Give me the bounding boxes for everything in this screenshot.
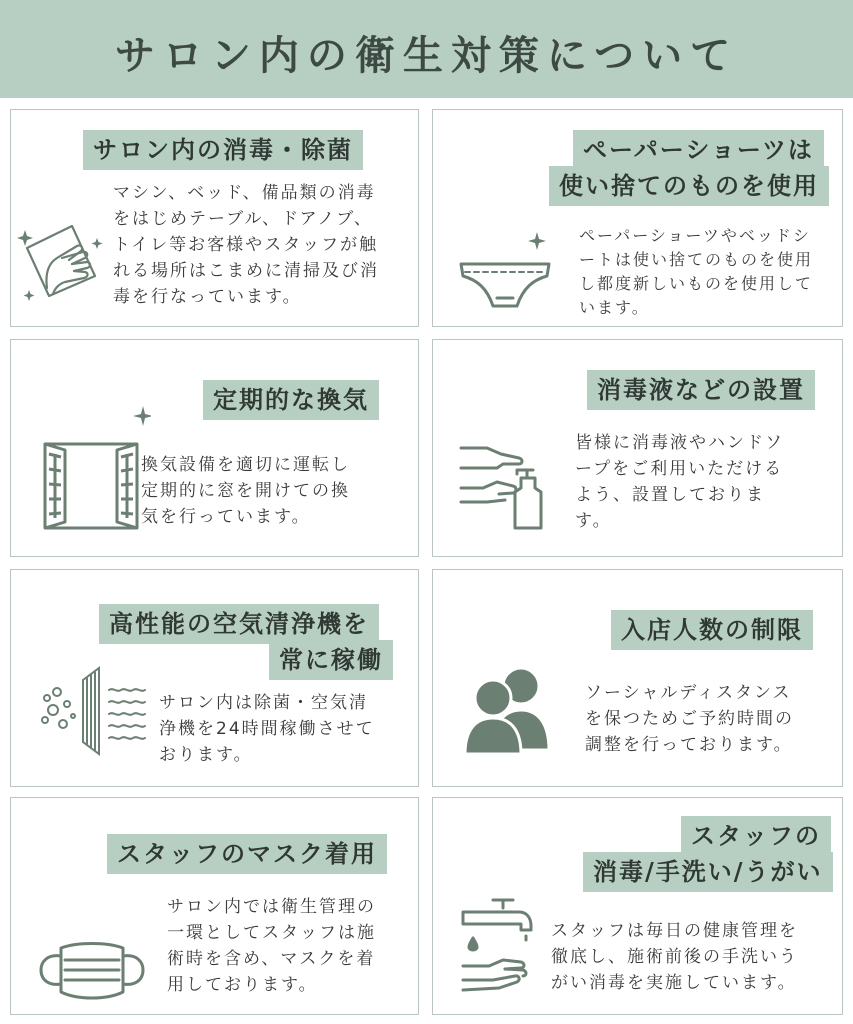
sanitizer-icon	[457, 438, 557, 538]
card-ventilation	[10, 339, 419, 557]
card-body: ソーシャルディスタンス を保つためご予約時間の 調整を行っております。	[585, 683, 794, 755]
card-title: スタッフのマスク着用	[107, 834, 387, 874]
card-air-purifier	[10, 569, 419, 787]
card-staff-mask	[10, 797, 419, 1015]
people-icon	[463, 664, 553, 756]
card-sanitizer	[432, 339, 843, 557]
card-title-line-2: 消毒/手洗い/うがい	[583, 852, 833, 892]
card-title: 定期的な換気	[203, 380, 379, 420]
shorts-icon	[457, 226, 557, 316]
card-body: サロン内は除菌・空気清 浄機を24時間稼働させて おります。	[159, 693, 375, 765]
window-icon	[41, 404, 151, 534]
card-body: 換気設備を適切に運転し 定期的に窓を開けての換 気を行っています。	[141, 455, 350, 527]
card-paper-shorts	[432, 109, 843, 327]
card-staff-handwash	[432, 797, 843, 1015]
air-purifier-icon	[33, 662, 153, 762]
card-title-line-1: ペーパーショーツは	[573, 130, 824, 170]
card-title-line-2: 使い捨てのものを使用	[549, 166, 829, 206]
card-body: マシン、ベッド、備品類の消毒 をはじめテーブル、ドアノブ、 トイレ等お客様やスタッフが触 れる場所はこまめに清掃及び消 毒を行なっています。	[113, 183, 379, 307]
card-body: 皆様に消毒液やハンドソ ープをご利用いただける よう、設置しておりま す。	[575, 433, 784, 531]
page-header	[0, 0, 853, 98]
card-title-line-1: 高性能の空気清浄機を	[99, 604, 379, 644]
card-title-line-2: 常に稼働	[269, 640, 393, 680]
card-disinfection	[10, 109, 419, 327]
card-title: サロン内の消毒・除菌	[83, 130, 363, 170]
wiping-hand-icon	[17, 218, 107, 308]
card-capacity-limit	[432, 569, 843, 787]
card-title-line-1: スタッフの	[681, 816, 831, 856]
card-body: サロン内では衛生管理の 一環としてスタッフは施 術時を含め、マスクを着 用しております。	[167, 897, 376, 995]
card-title: 入店人数の制限	[611, 610, 813, 650]
card-title: 消毒液などの設置	[587, 370, 815, 410]
mask-icon	[37, 936, 147, 1006]
card-body: ペーパーショーツやベッドシ ートは使い捨てのものを使用 し都度新しいものを使用して います。	[579, 226, 814, 317]
card-body: スタッフは毎日の健康管理を 徹底し、施術前後の手洗いう がい消毒を実施しています。	[551, 921, 798, 993]
page-title: サロン内の衛生対策について	[114, 32, 739, 79]
handwash-icon	[459, 896, 539, 996]
